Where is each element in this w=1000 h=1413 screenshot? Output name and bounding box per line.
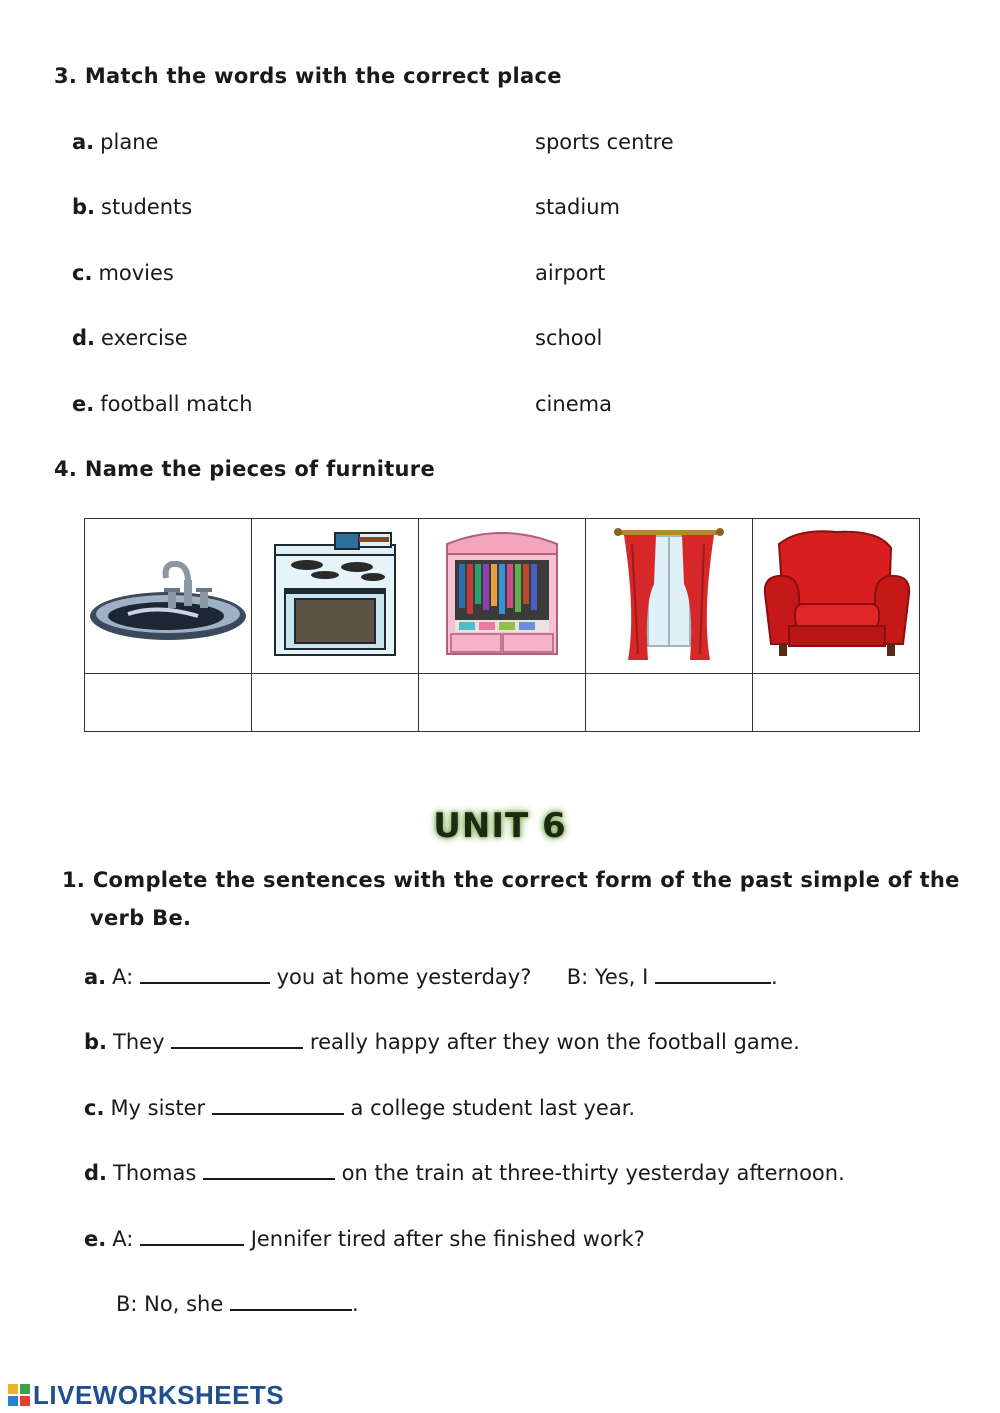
sentence-text: you at home yesterday? [276,965,532,989]
sentence-e-response [116,1291,359,1316]
sentence-text: They [113,1030,165,1054]
sentence-text: Thomas [113,1161,197,1185]
answer-blank[interactable] [212,1095,344,1115]
picture-cell-sink [85,519,252,674]
match-place-1[interactable]: sports centre [535,130,674,154]
picture-cell-wardrobe [419,519,586,674]
item-label: a. [84,965,107,989]
match-place-4[interactable]: school [535,326,603,350]
sentence-text: . [771,965,778,989]
sentence-d [84,1160,845,1185]
answer-cell-2[interactable] [252,674,419,732]
match-word-b [72,195,192,219]
match-word-c [72,261,174,285]
answer-blank[interactable] [655,964,771,984]
section-4-number: 4. [54,457,78,481]
section-4-title: Name the pieces of furniture [84,457,435,481]
item-label: e. [72,392,95,416]
sink-icon [88,544,248,644]
answer-blank[interactable] [171,1029,303,1049]
furniture-table [84,518,920,732]
item-label: b. [84,1030,108,1054]
sentence-e [84,1226,645,1251]
sentence-text: B: Yes, I [566,965,649,989]
sentence-text: really happy after they won the football game. [309,1030,800,1054]
sentence-c [84,1095,635,1120]
sentence-text: on the train at three-thirty yesterday afternoon. [341,1161,845,1185]
item-label: b. [72,195,96,219]
match-word-d [72,326,188,350]
answer-blank[interactable] [140,1226,244,1246]
match-place-2[interactable]: stadium [535,195,620,219]
item-label: d. [84,1161,108,1185]
liveworksheets-logo[interactable] [8,1380,284,1410]
exercise-1-number: 1. [62,868,86,892]
item-label: a. [72,130,95,154]
exercise-1-title-line2: verb Be. [90,906,192,930]
answer-blank[interactable] [140,964,270,984]
sentence-text: A: [112,1227,134,1251]
sentence-text: Jennifer tired after she finished work? [250,1227,645,1251]
answer-cell-4[interactable] [586,674,753,732]
match-word: exercise [101,326,188,350]
answer-blank[interactable] [203,1160,335,1180]
match-word: movies [98,261,174,285]
cooker-icon [265,527,405,662]
picture-cell-cooker [252,519,419,674]
picture-cell-curtains [586,519,753,674]
match-word-a [72,130,158,154]
exercise-1-heading [62,868,960,892]
sentence-text: . [351,1292,359,1316]
answer-blank[interactable] [230,1291,352,1311]
curtains-icon [614,524,724,664]
section-3-title: Match the words with the correct place [84,64,562,88]
unit-title: UNIT 6 [433,806,567,846]
answer-cell-3[interactable] [419,674,586,732]
match-place-5[interactable]: cinema [535,392,612,416]
answer-cell-5[interactable] [753,674,920,732]
sentence-b [84,1029,800,1054]
sentence-a [84,964,778,989]
wardrobe-icon [437,524,567,664]
sentence-text: My sister [110,1096,206,1120]
exercise-1-title-line1: Complete the sentences with the correct form of the past simple of the [92,868,960,892]
match-word-e [72,392,253,416]
match-word: students [101,195,193,219]
sentence-text: B: No, she [116,1292,224,1316]
sentence-text: A: [112,965,134,989]
sentence-text: a college student last year. [350,1096,636,1120]
match-place-3[interactable]: airport [535,261,606,285]
item-label: d. [72,326,96,350]
item-label: c. [84,1096,105,1120]
answer-cell-1[interactable] [85,674,252,732]
logo-blocks-icon [8,1384,30,1406]
logo-text: LIVEWORKSHEETS [33,1379,285,1410]
armchair-icon [759,524,914,664]
picture-cell-armchair [753,519,920,674]
section-4-heading [54,457,435,481]
item-label: e. [84,1227,107,1251]
section-3-number: 3. [54,64,78,88]
match-word: football match [100,392,253,416]
match-word: plane [100,130,159,154]
item-label: c. [72,261,93,285]
section-3-heading [54,64,562,88]
